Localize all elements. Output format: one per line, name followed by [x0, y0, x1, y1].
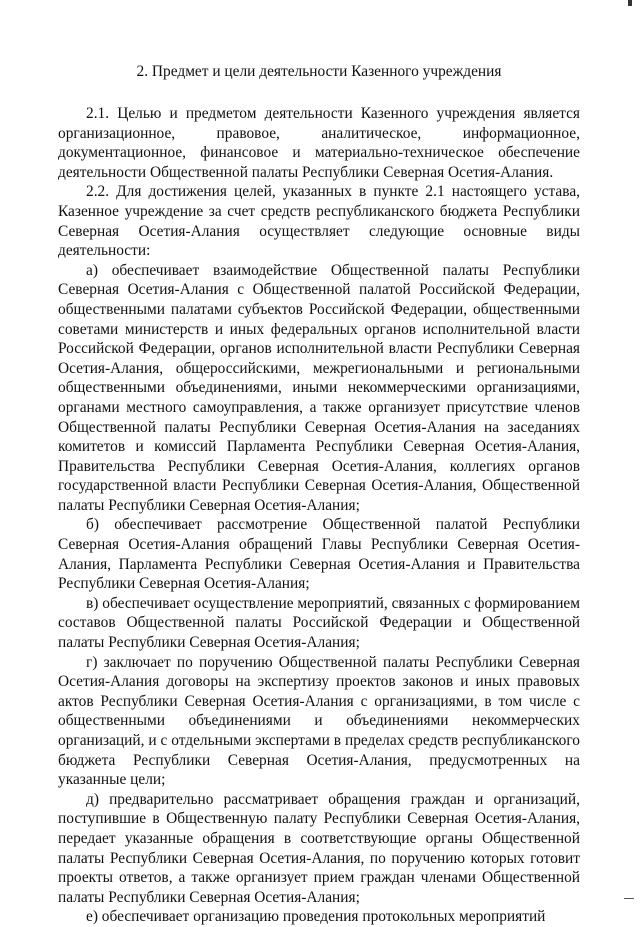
paragraph-v: в) обеспечивает осуществление мероприятий, связанных с формированием составов Общественной палаты Российской Федерации и Общественной палаты Республики Северная Осетия-Алания; [58, 594, 580, 652]
scan-footer-mark [624, 898, 634, 899]
paragraph-e: е) обеспечивает организацию проведения протокольных мероприятий [86, 908, 546, 926]
paragraph-2-1: 2.1. Целью и предметом деятельности Казенного учреждения является организационное, правовое, аналитическое, информационное, документационное, финансовое и материально-техническое обеспечение деятельности Общественной палаты Республики Северная Осетия-Алания. [58, 105, 580, 181]
section-title: 2. Предмет и цели деятельности Казенного учреждения [136, 63, 502, 80]
scan-corner-mark [628, 0, 632, 6]
document-page [58, 62, 580, 927]
paragraph-g: г) заключает по поручению Общественной палаты Республики Северная Осетия-Алания договоры на экспертизу проектов законов и иных правовых актов Республики Северная Осетия-Алания с организациями, в том числе с общественными объединениями и объединениями некоммерческих организаций, и с отдельными экспертами в пределах средств республиканского бюджета Республики Северная Осетия-Алания, предусмотренных на указанные цели; [58, 653, 580, 789]
paragraph-d: д) предварительно рассматривает обращения граждан и организаций, поступившие в Общественную палату Республики Северная Осетия-Алания, передает указанные обращения в соответствующие органы Общественной палаты Республики Северная Осетия-Алания, по поручению которых готовит проекты ответов, а также организует прием граждан членами Общественной палаты Республики Северная Осетия-Алания; [58, 790, 580, 906]
paragraph-2-2: 2.2. Для достижения целей, указанных в пункте 2.1 настоящего устава, Казенное учреждение за счет средств республиканского бюджета Республики Северная Осетия-Алания осуществляет следующие основные виды деятельности: [58, 183, 580, 260]
paragraph-a: а) обеспечивает взаимодействие Общественной палаты Республики Северная Осетия-Алания с Общественной палатой Российской Федерации, общественными палатами субъектов Российской Федерации, общественными советами министерств и иных федеральных органов исполнительной власти Российской Федерации, органов исполнительной власти Республики Северная Осетия-Алания, общероссийскими, межрегиональными и региональными общественными объединениями, иными некоммерческими организациями, органами местного самоуправления, а также организует присутствие членов Общественной палаты Республики Северная Осетия-Алания на заседаниях комитетов и комиссий Парламента Республики Северная Осетия-Алания, Правительства Республики Северная Осетия-Алания, коллегиях органов государственной власти Республики Северная Осетия-Алания, Общественной палаты Республики Северная Осетия-Алания; [58, 261, 580, 514]
paragraph-b: б) обеспечивает рассмотрение Общественной палатой Республики Северная Осетия-Алания обращений Главы Республики Северная Осетия-Алания, Парламента Республики Северная Осетия-Алания и Правительства Республики Северная Осетия-Алания; [58, 516, 580, 593]
